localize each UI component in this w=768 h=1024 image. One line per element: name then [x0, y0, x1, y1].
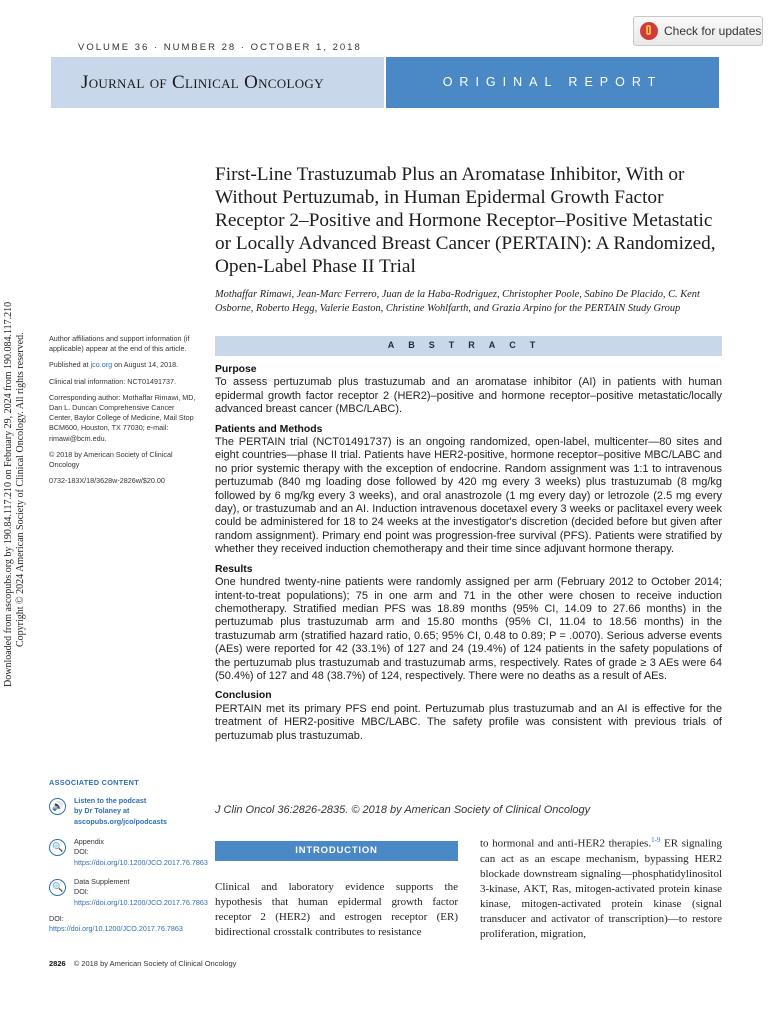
report-type-banner	[386, 57, 719, 108]
footer-copyright: © 2018 by American Society of Clinical Oncology	[73, 959, 237, 968]
podcast-line1: Listen to the podcast	[74, 796, 147, 805]
issn-note: 0732-183X/18/3628w-2826w/$20.00	[49, 476, 165, 486]
copyright-notice-line: Copyright © 2024 American Society of Clinical Oncology. All rights reserved.	[15, 332, 26, 647]
citation-line: J Clin Oncol 36:2826-2835. © 2018 by American Society of Clinical Oncology	[215, 804, 591, 816]
speaker-icon: 🔊	[49, 798, 66, 815]
podcast-line2: by Dr Tolaney at	[74, 806, 130, 816]
corresponding-author: Corresponding author: Mothaffar Rimawi, MD, Dan L. Duncan Comprehensive Cancer Center, Baylor College of Medicine, Mail Stop BCM600, Houston, TX 77030; e-mail: rimawi@bcm.edu.	[49, 392, 196, 443]
affiliations-note: Author affiliations and support information (if applicable) appear at the end of this article.	[49, 334, 190, 354]
published-prefix: Published at	[49, 360, 91, 370]
reference-citation[interactable]: 1-9	[651, 836, 661, 844]
bookmark-icon	[640, 22, 658, 40]
intro-right-text-b: ER signaling can act as an escape mechanism, bypassing HER2 blockade downstream signaling—phosphatidylinositol 3-kinase, AKT, Ras, mitogen-activated protein kinase kinase, mitogen-activated protein kinase (signal transducer and activator of transcription)—to restore proliferation, migration,	[480, 837, 722, 940]
results-heading: Results	[215, 563, 253, 575]
introduction-banner	[215, 841, 458, 861]
introduction-heading: INTRODUCTION	[295, 845, 378, 856]
journal-banner	[51, 57, 384, 108]
page-number: 2826	[49, 959, 66, 968]
copyright-note: © 2018 by American Society of Clinical Oncology	[49, 449, 173, 470]
author-list: Mothaffar Rimawi, Jean-Marc Ferrero, Juan de la Haba-Rodriguez, Christopher Poole, Sabino De Placido, C. Kent Osborne, Roberto Hegg, Valerie Easton, Christine Wohlfarth, and Grazia Arpino for the PERTAIN Study Group	[215, 289, 700, 314]
podcast-link[interactable]: ascopubs.org/jco/podcasts	[74, 816, 168, 826]
report-type: ORIGINAL REPORT	[442, 75, 663, 89]
appendix-doi-prefix: DOI:	[74, 847, 89, 857]
associated-content-heading: ASSOCIATED CONTENT	[49, 778, 139, 787]
download-notice-line: Downloaded from ascopubs.org by 190.84.117.210 on February 29, 2024 from 190.084.117.210	[3, 301, 14, 687]
published-suffix: on August 14, 2018.	[112, 360, 179, 370]
abstract-body	[215, 363, 722, 749]
search-icon: 🔍	[49, 879, 66, 896]
supplement-label: Data Supplement	[74, 877, 130, 886]
data-supplement-item[interactable]	[49, 877, 208, 913]
podcast-item[interactable]	[49, 796, 199, 832]
abstract-banner	[215, 336, 722, 356]
published-note	[49, 360, 197, 370]
page-footer	[49, 959, 236, 968]
search-icon: 🔍	[49, 839, 66, 856]
conclusion-text: PERTAIN met its primary PFS end point. Pertuzumab plus trastuzumab and an AI is effective for the treatment of HER2-positive MBC/LABC. The safety profile was consistent with previous trials of pertuzumab plus trastuzumab.	[215, 702, 722, 742]
methods-text: The PERTAIN trial (NCT01491737) is an ongoing randomized, open-label, multicenter—80 sites and eight countries—phase II trial. Patients have HER2-positive, hormone receptor–positive MBC/LABC and no prior systemic therapy with the exception of endocrine. Random assignment was 1:1 to intravenous pertuzumab (840 mg loading dose followed by 420 mg every 3 weeks) plus trastuzumab (8 mg/kg followed by 6 mg/kg every 3 weeks), and oral anastrozole (1 mg every day) or letrozole (2.5 mg every day), or trastuzumab and an AI. Induction intravenous docetaxel every 3 weeks or paclitaxel every week could be administered for 18 to 24 weeks at the investigator's discretion (decided before but given after random assignment). Primary end point was progression-free survival (PFS). Patients were stratified by whether they received induction chemotherapy and their time since adjuvant hormone therapy.	[215, 436, 722, 556]
trial-info: Clinical trial information: NCT01491737.	[49, 376, 177, 386]
conclusion-heading: Conclusion	[215, 690, 272, 702]
appendix-label: Appendix	[74, 837, 104, 846]
journal-name: Journal of Clinical Oncology	[81, 72, 324, 93]
check-for-updates-button[interactable]	[633, 16, 763, 46]
intro-right-text-a: to hormonal and anti-HER2 therapies.	[480, 837, 652, 850]
supplement-doi-link[interactable]: https://doi.org/10.1200/JCO.2017.76.7863	[74, 897, 208, 907]
article-doi-link[interactable]: https://doi.org/10.1200/JCO.2017.76.7863	[49, 924, 183, 934]
article-title: First-Line Trastuzumab Plus an Aromatase Inhibitor, With or Without Pertuzumab, in Human Epidermal Growth Factor Receptor 2–Positive and Hormone Receptor–Positive Metastatic or Locally Advanced Breast Cancer (PERTAIN): A Randomized, Open-Label Phase II Trial	[215, 164, 716, 277]
introduction-column-right	[480, 833, 722, 942]
results-text: One hundred twenty-nine patients were randomly assigned per arm (February 2012 to October 2014; intent-to-treat populations); 75 in one arm and 71 in the other were chosen to receive induction chemotherapy. Stratified median PFS was 18.89 months (95% CI, 14.09 to 27.66 months) in the pertuzumab plus trastuzumab arm and 15.80 months (95% CI, 11.04 to 18.56 months) in the trastuzumab arm (stratified hazard ratio, 0.65; 95% CI, 0.48 to 0.89; P = .0070). Serious adverse events (AEs) were reported for 42 (33.1%) of 127 and 24 (19.4%) of 124 patients in the safety populations of the pertuzumab plus trastuzumab and trastuzumab arms, respectively. Rates of grade ≥ 3 AEs were 64 (50.4%) of 127 and 48 (38.7%) of 124, respectively. There were no deaths as a result of AEs.	[215, 576, 722, 682]
purpose-text: To assess pertuzumab plus trastuzumab and an aromatase inhibitor (AI) in patients with human epidermal growth factor receptor 2 (HER2)–positive and hormone receptor–positive metastatic/locally advanced breast cancer (MBC/LABC).	[215, 376, 722, 416]
introduction-column-left: Clinical and laboratory evidence supports the hypothesis that human epidermal growth factor receptor 2 (HER2) and estrogen receptor (ER) bidirectional crosstalk contributes to resistance	[215, 881, 458, 938]
download-notice	[3, 237, 27, 687]
purpose-heading: Purpose	[215, 364, 257, 375]
methods-heading: Patients and Methods	[215, 423, 323, 435]
abstract-heading: ABSTRACT	[387, 340, 550, 350]
article-info-sidebar	[49, 334, 197, 492]
supplement-doi-prefix: DOI:	[74, 887, 89, 897]
appendix-doi-link[interactable]: https://doi.org/10.1200/JCO.2017.76.7863	[74, 857, 208, 867]
article-doi	[49, 914, 199, 935]
volume-line: VOLUME 36 · NUMBER 28 · OCTOBER 1, 2018	[78, 42, 362, 53]
jco-link[interactable]: jco.org	[90, 360, 113, 370]
check-for-updates-label: Check for updates	[664, 24, 762, 38]
appendix-item[interactable]	[49, 837, 208, 873]
article-doi-prefix: DOI:	[49, 914, 64, 923]
